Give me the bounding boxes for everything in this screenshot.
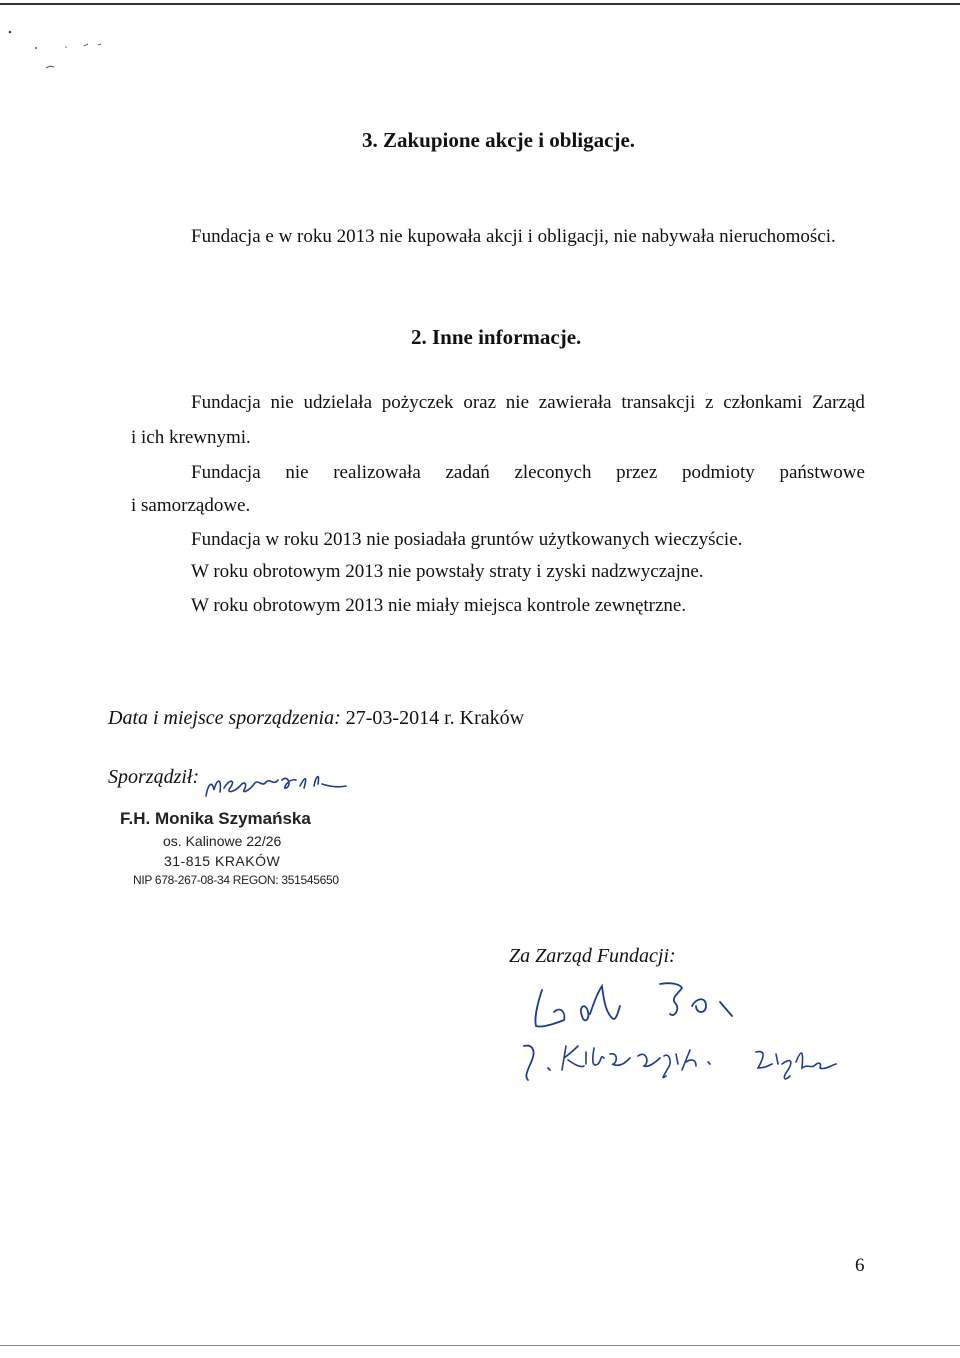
scan-edge-top bbox=[0, 3, 960, 5]
word: państwowe bbox=[779, 462, 865, 483]
word: zleconych bbox=[514, 462, 592, 483]
paragraph-loans-line1 bbox=[191, 392, 865, 414]
word: członkami bbox=[723, 392, 803, 413]
board-label: Za Zarząd Fundacji: bbox=[509, 945, 676, 967]
paragraph-state-tasks-line2: i samorządowe. bbox=[131, 495, 251, 516]
word: udzielała bbox=[303, 392, 373, 413]
section-heading-shares: 3. Zakupione akcje i obligacje. bbox=[362, 128, 636, 152]
word: oraz bbox=[463, 392, 497, 413]
preparer-signature bbox=[196, 766, 366, 802]
word: nie bbox=[270, 392, 294, 413]
paragraph-extraordinary: W roku obrotowym 2013 nie powstały straty i zyski nadzwyczajne. bbox=[191, 561, 704, 582]
word: Zarząd bbox=[812, 392, 865, 413]
stamp-company-name: F.H. Monika Szymańska bbox=[120, 809, 311, 828]
paragraph-land: Fundacja w roku 2013 nie posiadała gruntów użytkowanych wieczyście. bbox=[191, 529, 743, 550]
stamp-city: 31-815 KRAKÓW bbox=[164, 853, 281, 869]
word: nie bbox=[505, 392, 530, 413]
word: Fundacja bbox=[191, 462, 261, 483]
word: realizowała bbox=[333, 462, 421, 483]
board-signatures bbox=[520, 972, 850, 1092]
section-heading-other-info: 2. Inne informacje. bbox=[411, 325, 582, 349]
shares-statement: Fundacja e w roku 2013 nie kupowała akcji i obligacji, nie nabywała nieruchomości. bbox=[191, 226, 836, 247]
word: nie bbox=[285, 462, 309, 483]
date-place-line bbox=[108, 707, 524, 730]
paragraph-inspections: W roku obrotowym 2013 nie miały miejsca kontrole zewnętrzne. bbox=[191, 595, 687, 616]
date-place-label: Data i miejsce sporządzenia: bbox=[108, 707, 341, 729]
stamp-address: os. Kalinowe 22/26 bbox=[163, 833, 282, 849]
paragraph-state-tasks-line1 bbox=[191, 462, 865, 484]
paragraph-loans-line2: i ich krewnymi. bbox=[131, 427, 251, 448]
word: przez bbox=[616, 462, 658, 483]
stamp-tax-ids: NIP 678-267-08-34 REGON: 351545650 bbox=[133, 873, 339, 887]
prepared-by-label: Sporządził: bbox=[108, 766, 200, 788]
word: z bbox=[705, 392, 714, 413]
page-number: 6 bbox=[855, 1255, 865, 1276]
word: pożyczek bbox=[381, 392, 454, 413]
word: podmioty bbox=[681, 462, 755, 483]
word: transakcji bbox=[621, 392, 696, 413]
scan-edge-bottom bbox=[0, 1330, 960, 1356]
word: Fundacja bbox=[191, 392, 261, 413]
scan-specks bbox=[6, 26, 126, 76]
date-place-value: 27-03-2014 r. Kraków bbox=[345, 707, 525, 729]
word: zadań bbox=[445, 462, 490, 483]
word: zawierała bbox=[538, 392, 612, 413]
